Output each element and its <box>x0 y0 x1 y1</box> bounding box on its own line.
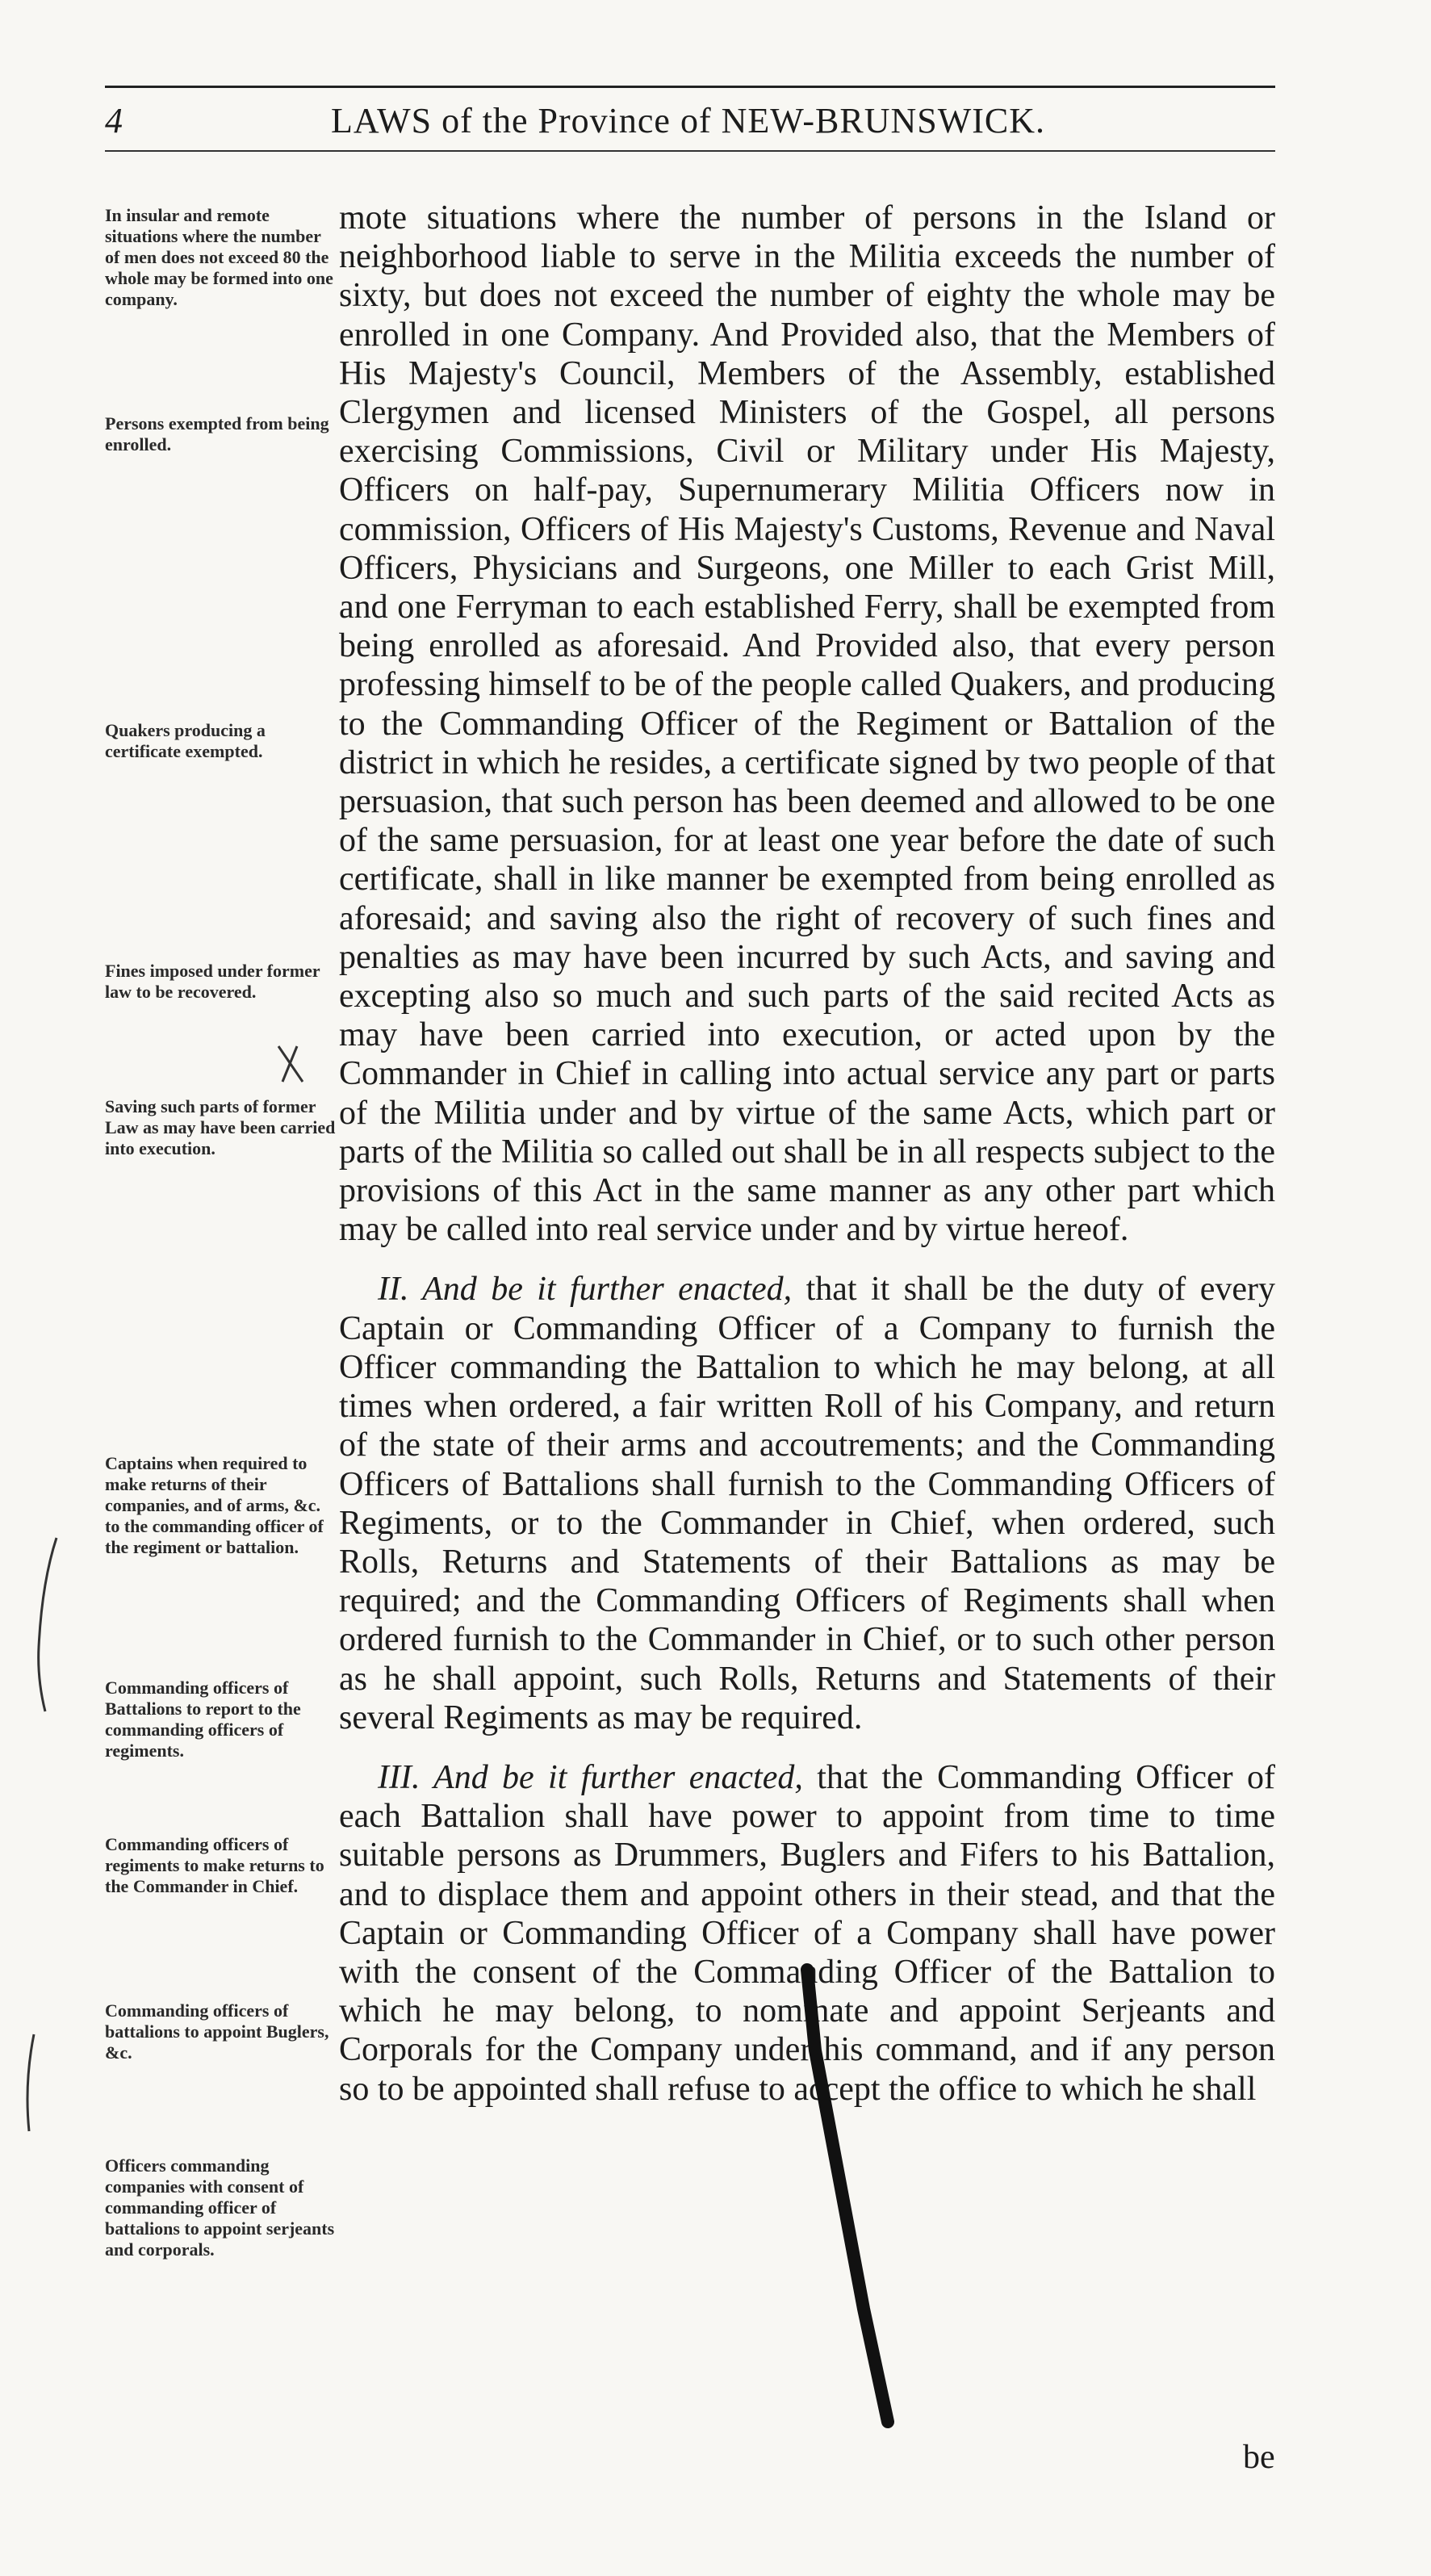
margin-note-captains-returns: Captains when required to make returns of their companies, and of arms, &c. to the commanding officer of the regiment or battalion. <box>105 1453 324 1557</box>
margin-notes <box>105 0 339 2576</box>
section-3-heading: III. And be it further enacted, <box>378 1758 803 1796</box>
section-3 <box>339 1758 1275 2109</box>
margin-note-saving-parts: Saving such parts of former Law as may have been carried into execution. <box>105 1096 336 1158</box>
margin-note-regiment-officers: Commanding officers of regiments to make returns to the Commander in Chief. <box>105 1834 324 1896</box>
section-2-text: that it shall be the duty of every Captain or Commanding Officer of a Company to furnish the Officer commanding the Battalion to which he may belong, at all times when ordered, a fair written Roll of his Company, and return of the state of their arms and accoutrements; and the Commanding Officers of Battalions shall furnish to the Commanding Officers of Regiments, or to the Commander in Chief, when ordered, such Rolls, Returns and Statements of their Battalions as may be required; and the Commanding Officers of Regiments shall when ordered furnish to the Commander in Chief, or to such other person as he shall appoint, such Rolls, Returns and Statements of their several Regiments as may be required. <box>339 1271 1275 1736</box>
margin-note-insular: In insular and remote situations where the number of men does not exceed 80 the whole may be formed into one company. <box>105 205 333 309</box>
margin-note-persons-exempted: Persons exempted from being enrolled. <box>105 413 329 454</box>
page-number: 4 <box>105 101 123 140</box>
section-2 <box>339 1270 1275 1736</box>
main-text <box>339 199 1275 2109</box>
section-2-heading: II. And be it further enacted, <box>378 1271 793 1309</box>
margin-note-serjeants: Officers commanding companies with consent of commanding officer of battalions to appoint serjeants and corporals. <box>105 2155 335 2260</box>
margin-note-fines: Fines imposed under former law to be recovered. <box>105 961 320 1002</box>
ink-stroke-bracket-1 <box>39 1538 56 1711</box>
ink-stroke-bracket-2 <box>27 2034 34 2131</box>
margin-note-quakers: Quakers producing a certificate exempted. <box>105 720 266 761</box>
margin-note-buglers: Commanding officers of battalions to appoint Buglers, &c. <box>105 2000 329 2063</box>
section-3-text: that the Commanding Officer of each Battalion shall have power to appoint from time to time suitable persons as Drummers, Buglers and Fifers to his Battalion, and to displace them and appoint others in their stead, and that the Captain or Commanding Officer of a Company shall have power with the consent of the Commanding Officer of the Battalion to which he may belong, to nominate and appoint Serjeants and Corporals for the Company under his command, and if any person so to be appointed shall refuse to accept the office to which he shall <box>339 1758 1276 2108</box>
running-head: LAWS of the Province of NEW-BRUNSWICK. <box>331 101 1046 140</box>
catchword: be <box>1243 2439 1275 2476</box>
margin-note-battalion-officers: Commanding officers of Battalions to report to the commanding officers of regiments. <box>105 1678 301 1761</box>
paragraph-provisos: mote situations where the number of persons in the Island or neighborhood liable to serve in the Militia exceeds the number of sixty, but does not exceed the number of eighty the whole may be enrolled in one Company. And Provided also, that the Members of His Majesty's Council, Members of the Assembly, established Clergymen and licensed Ministers of the Gospel, all persons exercising Commissions, Civil or Military under His Majesty, Officers on half-pay, Supernumerary Militia Officers now in commission, Officers of His Majesty's Customs, Revenue and Naval Officers, Physicians and Surgeons, one Miller to each Grist Mill, and one Ferryman to each established Ferry, shall be exempted from being enrolled as aforesaid. And Provided also, that every person professing himself to be of the people called Quakers, and producing to the Commanding Officer of the Regiment or Battalion of the district in which he resides, a certificate signed by two people of that persuasion, that such person has been deemed and allowed to be one of the same persuasion, for at least one year before the date of such certificate, shall in like manner be exempted from being enrolled as aforesaid; and saving also the right of recovery of such fines and penalties as may have been incurred by such Acts, and saving and excepting also so much and such parts of the said recited Acts as may have been carried into execution, or acted upon by the Commander in Chief in calling into actual service any part or parts of the Militia under and by virtue of the same Acts, which part or parts of the Militia so called out shall be in all respects subject to the provisions of this Act in the same manner as any other part which may be called into real service under and by virtue hereof. <box>339 199 1275 1249</box>
